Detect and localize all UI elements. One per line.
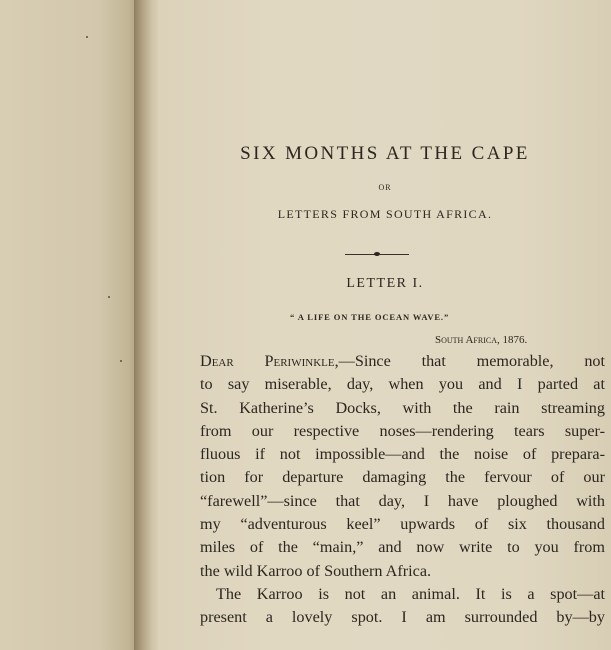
dateline: South Africa, 1876. — [435, 334, 528, 346]
body-line: my “adventurous keel” upwards of six thousand — [200, 515, 605, 534]
body-line: St. Katherine’s Docks, with the rain streaming — [200, 398, 605, 417]
body-line-text: —Since that memorable, not — [338, 352, 605, 370]
ornament-divider — [345, 252, 409, 256]
paper-speck — [86, 36, 88, 38]
paper-speck — [120, 360, 122, 362]
letter-body — [200, 350, 605, 630]
body-line — [200, 350, 605, 373]
body-line: The Karroo is not an animal. It is a spot—at — [216, 584, 605, 603]
book-subtitle: LETTERS FROM SOUTH AFRICA. — [277, 207, 493, 221]
left-page — [0, 0, 140, 650]
letter-heading: LETTER I. — [346, 276, 424, 291]
body-line: to say miserable, day, when you and I parted at — [200, 375, 605, 394]
body-line: the wild Karroo of Southern Africa. — [200, 561, 432, 580]
body-line: miles of the “main,” and now write to you from — [200, 538, 605, 557]
book-title: SIX MONTHS AT THE CAPE — [240, 143, 530, 164]
body-line: present a lovely spot. I am surrounded by—by — [200, 608, 605, 627]
body-line: from our respective noses—rendering tears super- — [200, 421, 605, 440]
body-line: “farewell”—since that day, I have ploughed with — [200, 491, 605, 510]
salutation: Dear Periwinkle, — [200, 352, 339, 370]
or-label: OR — [378, 183, 392, 192]
body-line: fluous if not impossible—and the noise of prepara- — [200, 445, 605, 464]
paper-speck — [108, 296, 110, 298]
book-gutter — [134, 0, 160, 650]
ornament-dot — [374, 252, 380, 256]
epigraph: “ A LIFE ON THE OCEAN WAVE.” — [290, 312, 450, 322]
body-line: tion for departure damaging the fervour of our — [200, 468, 605, 487]
